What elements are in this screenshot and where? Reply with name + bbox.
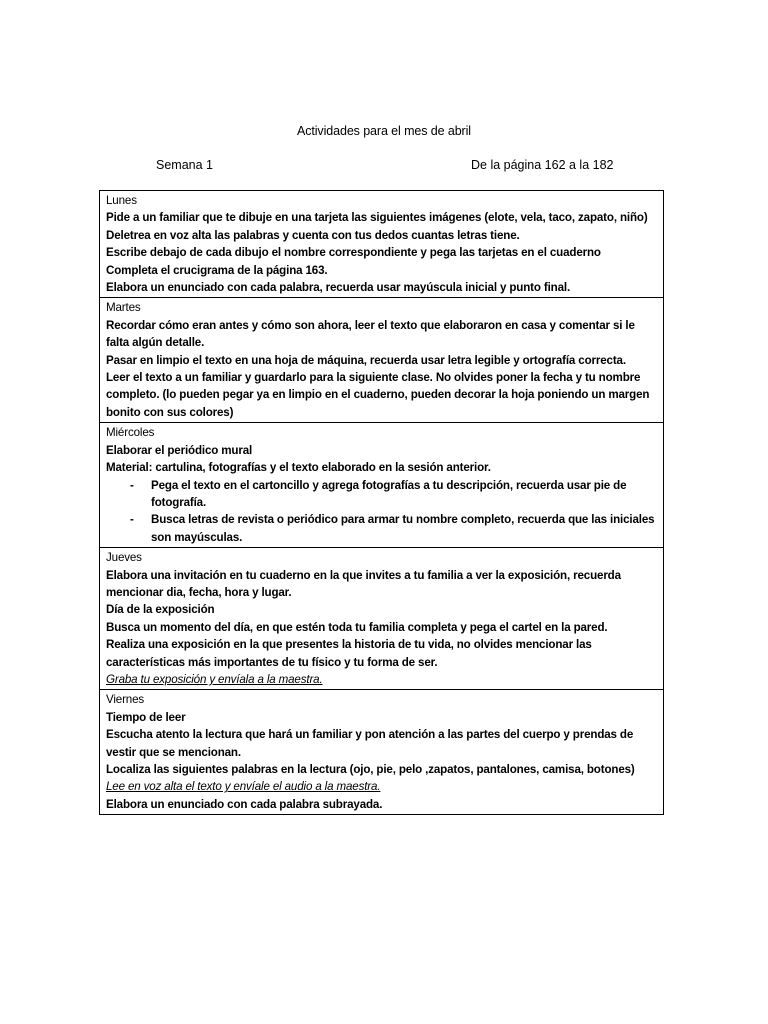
activity-line: Día de la exposición bbox=[106, 603, 215, 617]
activity-line: Elabora un enunciado con cada palabra subrayada. bbox=[106, 797, 383, 811]
day-cell-viernes bbox=[100, 690, 664, 815]
day-cell-martes bbox=[100, 298, 664, 423]
activity-line: Realiza una exposición en la que presentes la historia de tu vida, no olvides mencionar las características más importantes de tu físico y tu forma de ser. bbox=[106, 638, 592, 669]
activity-line: Elabora una invitación en tu cuaderno en la que invites a tu familia a ver la exposición, recuerda mencionar dia, fecha, hora y lugar. bbox=[106, 568, 621, 599]
activity-line: Tiempo de leer bbox=[106, 710, 186, 724]
activity-subtitle: Elaborar el periódico mural bbox=[106, 443, 253, 457]
day-cell-jueves bbox=[100, 548, 664, 690]
day-name: Martes bbox=[106, 301, 141, 315]
table-row bbox=[100, 548, 664, 690]
bullet-list bbox=[106, 477, 657, 547]
activity-line: Busca un momento del día, en que estén toda tu familia completa y pega el cartel en la pared. bbox=[106, 620, 608, 634]
activity-line: Localiza las siguientes palabras en la lectura (ojo, pie, pelo ,zapatos, pantalones, camisa, botones) bbox=[106, 763, 635, 776]
day-name: Viernes bbox=[106, 693, 145, 707]
table-row bbox=[100, 298, 664, 423]
activity-line: Escucha atento la lectura que hará un familiar y pon atención a las partes del cuerpo y prendas de vestir que se mencionan. bbox=[106, 728, 634, 759]
activity-line: Completa el crucigrama de la página 163. bbox=[106, 263, 328, 277]
week-label: Semana 1 bbox=[156, 158, 213, 172]
activity-line: Recordar cómo eran antes y cómo son ahora, leer el texto que elaboraron en casa y comentar si le falta algún detalle. bbox=[106, 318, 635, 350]
activity-line: Pasar en limpio el texto en una hoja de máquina, recuerda usar letra legible y ortografía correcta. bbox=[106, 353, 626, 367]
underlined-note: Graba tu exposición y envíala a la maestra. bbox=[106, 672, 323, 686]
activity-line: Deletrea en voz alta las palabras y cuenta con tus dedos cuantas letras tiene. bbox=[106, 228, 520, 242]
day-name: Jueves bbox=[106, 551, 142, 565]
activity-line: Leer el texto a un familiar y guardarlo para la siguiente clase. No olvides poner la fecha y tu nombre completo. (lo pueden pegar ya en limpio en el cuaderno, pueden decorar la hoja poniendo un margen bonito con sus colores) bbox=[106, 371, 650, 419]
list-item: - Busca letras de revista o periódico para armar tu nombre completo, recuerda que las iniciales son mayúsculas. bbox=[151, 511, 657, 546]
activities-table bbox=[99, 190, 664, 815]
day-cell-lunes bbox=[100, 191, 664, 298]
table-row bbox=[100, 690, 664, 815]
day-name: Lunes bbox=[106, 194, 137, 207]
underlined-note: Lee en voz alta el texto y envíale el audio a la maestra. bbox=[106, 780, 381, 794]
activity-line: Elabora un enunciado con cada palabra, recuerda usar mayúscula inicial y punto final. bbox=[106, 281, 571, 295]
activity-line: Escribe debajo de cada dibujo el nombre correspondiente y pega las tarjetas en el cuaderno bbox=[106, 246, 601, 260]
table-row bbox=[100, 423, 664, 548]
table-row bbox=[100, 191, 664, 298]
document-title: Actividades para el mes de abril bbox=[297, 124, 471, 138]
day-name: Miércoles bbox=[106, 426, 155, 440]
list-item: - Pega el texto en el cartoncillo y agrega fotografías a tu descripción, recuerda usar pie de fotografía. bbox=[151, 477, 657, 512]
material-line: Material: cartulina, fotografías y el texto elaborado en la sesión anterior. bbox=[106, 461, 491, 475]
activity-line: Pide a un familiar que te dibuje en una tarjeta las siguientes imágenes (elote, vela, taco, zapato, niño) bbox=[106, 211, 648, 225]
page-range: De la página 162 a la 182 bbox=[471, 158, 614, 172]
day-cell-miercoles bbox=[100, 423, 664, 548]
